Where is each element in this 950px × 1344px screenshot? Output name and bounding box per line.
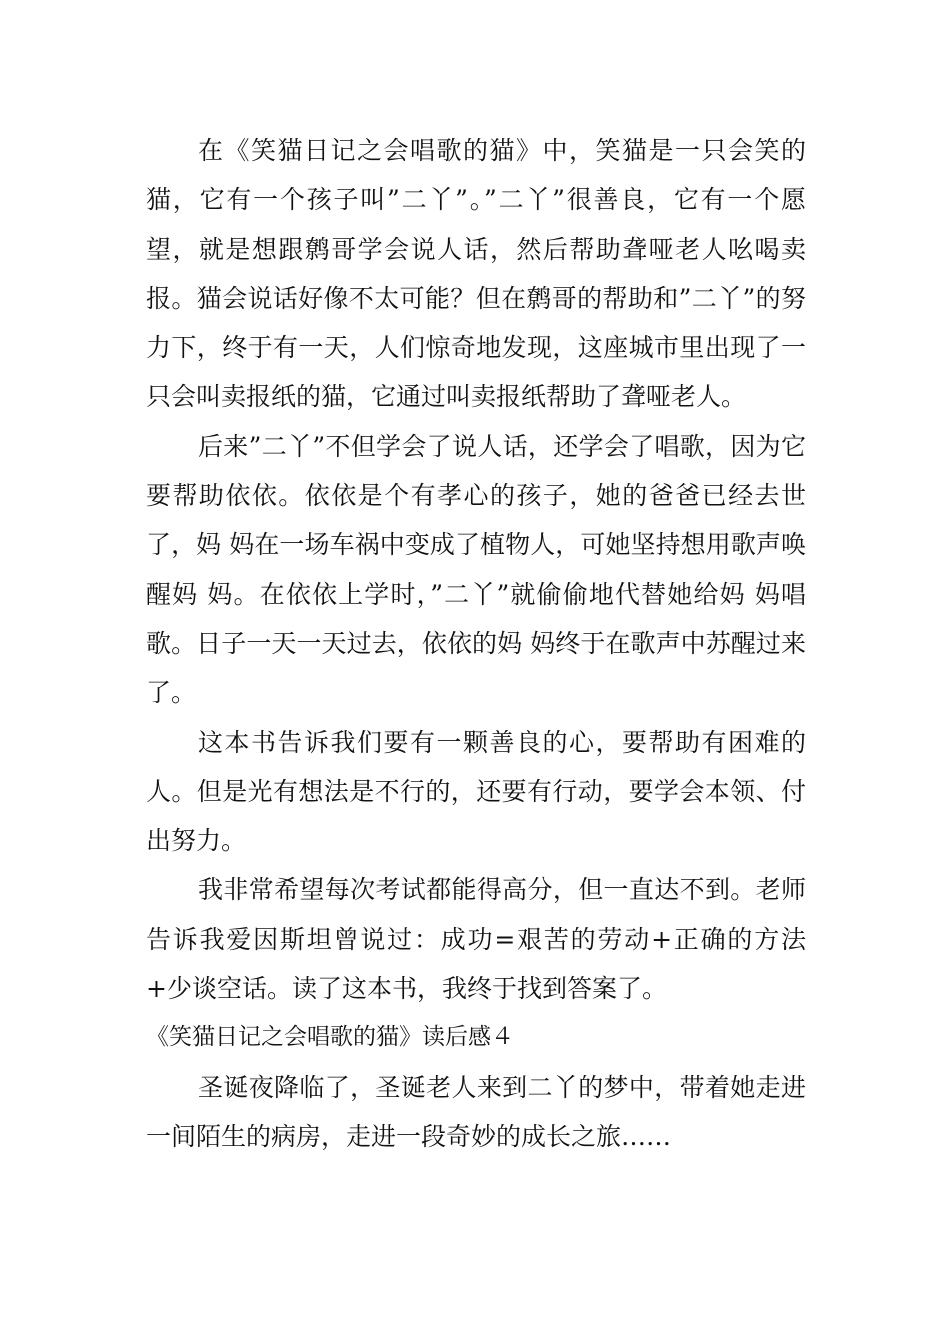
paragraph-3: 这本书告诉我们要有一颗善良的心，要帮助有困难的人。但是光有想法是不行的，还要有行动，要学会本领、付出努力。 [146, 727, 806, 856]
document-body [146, 126, 806, 1161]
paragraph-5: 圣诞夜降临了，圣诞老人来到二丫的梦中，带着她走进一间陌生的病房，走进一段奇妙的成长之旅…… [146, 1072, 806, 1151]
paragraph-4: 我非常希望每次考试都能得高分，但一直达不到。老师告诉我爱因斯坦曾说过：成功=艰苦的劳动+正确的方法+少谈空话。读了这本书，我终于找到答案了。 [146, 875, 806, 1004]
paragraph-1: 在《笑猫日记之会唱歌的猫》中，笑猫是一只会笑的猫，它有一个孩子叫”二丫”。”二丫”很善良，它有一个愿望，就是想跟鹩哥学会说人话，然后帮助聋哑老人吆喝卖报。猫会说话好像不太可能？但在鹩哥的帮助和”二丫”的努力下，终于有一天，人们惊奇地发现，这座城市里出现了一只会叫卖报纸的猫，它通过叫卖报纸帮助了聋哑老人。 [146, 136, 806, 412]
section-heading: 《笑猫日记之会唱歌的猫》读后感４ [146, 1024, 514, 1051]
paragraph-2: 后来”二丫”不但学会了说人话，还学会了唱歌，因为它要帮助依依。依依是个有孝心的孩子，她的爸爸已经去世了，妈 妈在一场车祸中变成了植物人，可她坚持想用歌声唤醒妈 妈。在依依上学时，”二丫”就偷偷地代替她给妈 妈唱歌。日子一天一天过去，依依的妈 妈终于在歌声中苏醒过来了。 [146, 431, 806, 708]
